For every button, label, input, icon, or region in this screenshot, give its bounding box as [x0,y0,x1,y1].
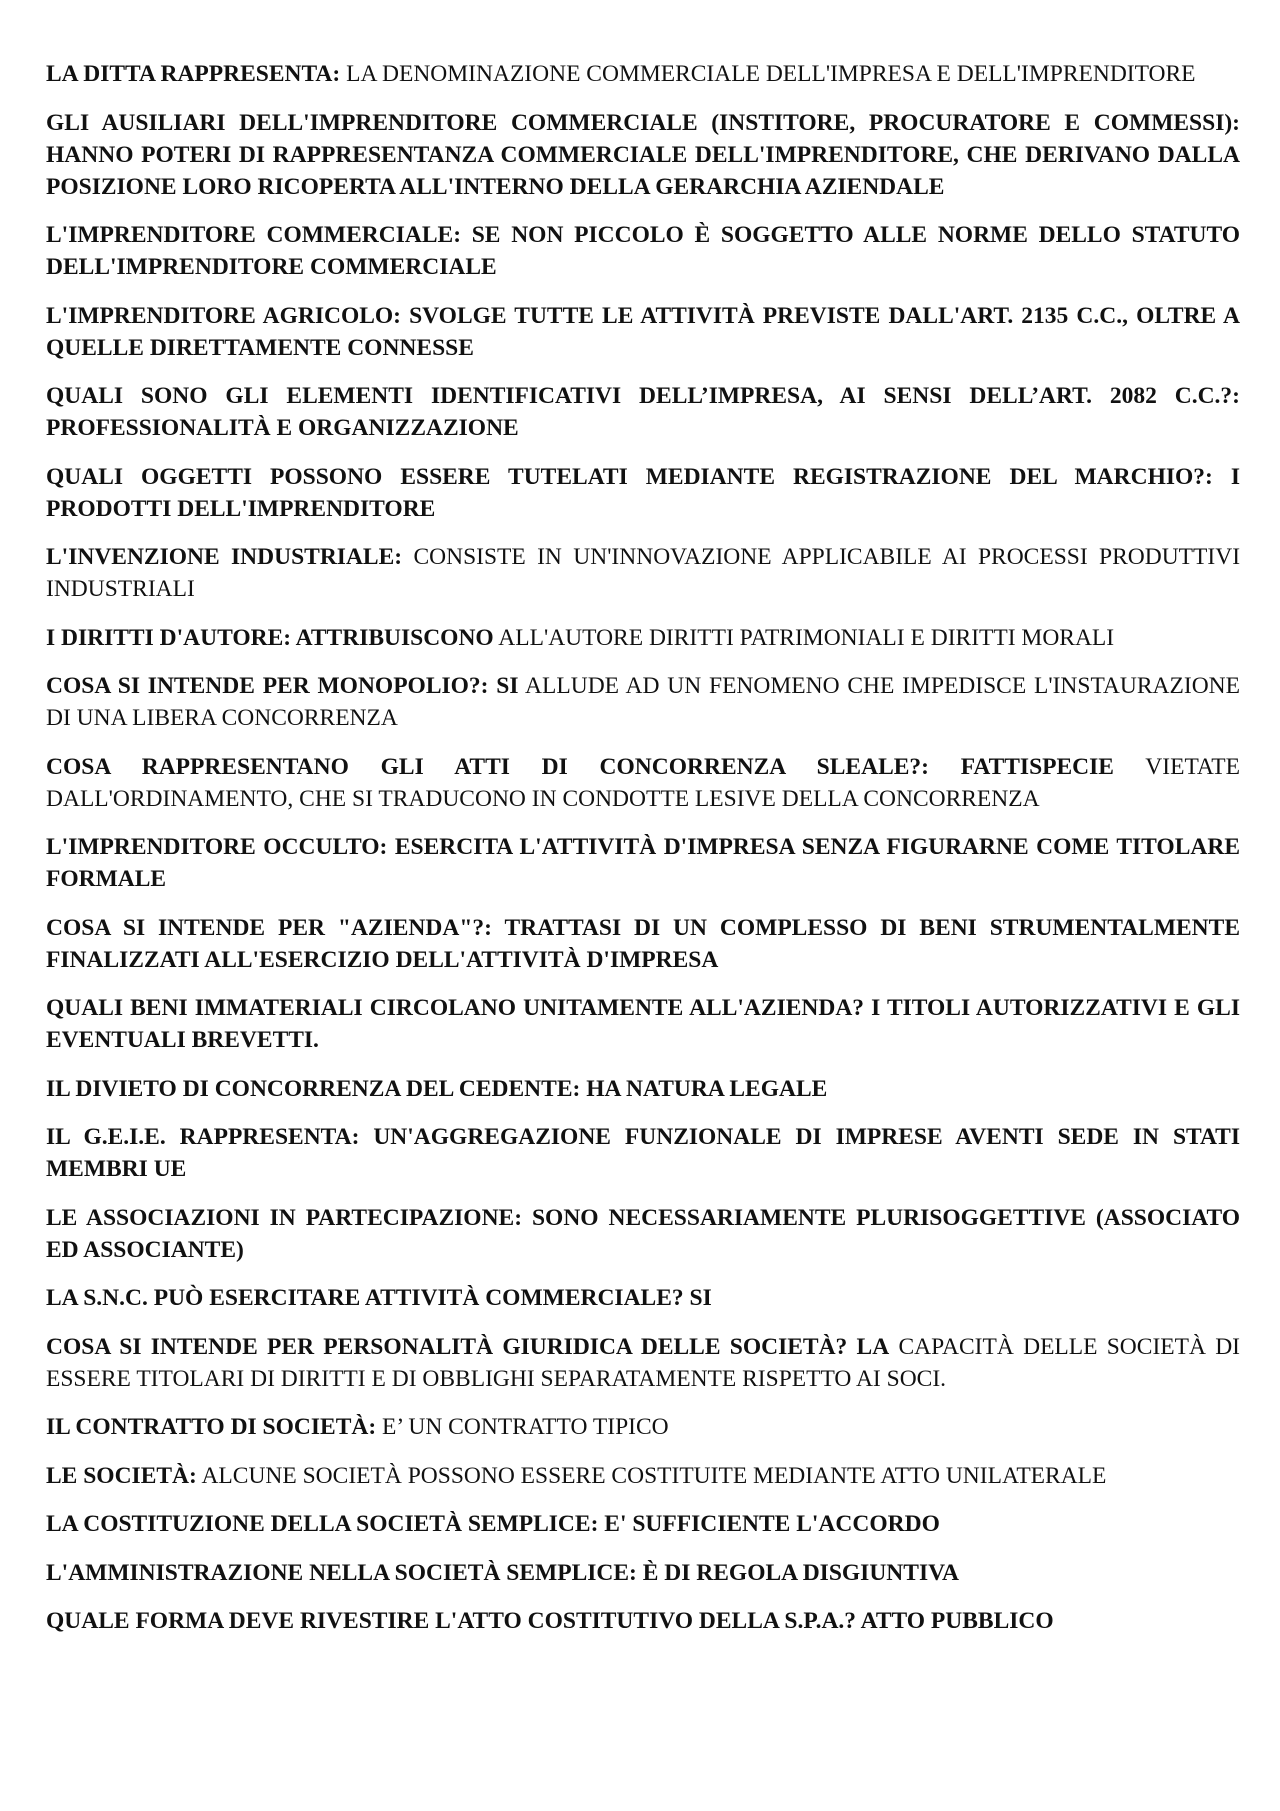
entry-answer: CAPACITÀ DELLE SOCIETÀ DI ESSERE TITOLARI DI DIRITTI E DI OBBLIGHI SEPARATAMENTE RISPETTO AI SOCI. [46,1333,1241,1392]
entry-15 [46,1121,1240,1185]
entry-11 [46,831,1240,895]
entry-18 [46,1331,1240,1395]
entry-3 [46,219,1240,283]
entry-12 [46,912,1240,976]
entry-16 [46,1202,1240,1266]
entry-question: QUALE FORMA DEVE RIVESTIRE L'ATTO COSTITUTIVO DELLA S.P.A.? ATTO PUBBLICO [46,1608,1054,1634]
entry-1 [46,58,1240,90]
entry-question: COSA SI INTENDE PER MONOPOLIO?: SI [46,673,519,699]
entry-question: L'IMPRENDITORE OCCULTO: ESERCITA L'ATTIVITÀ D'IMPRESA SENZA FIGURARNE COME TITOLARE FORMALE [46,834,1240,892]
entry-8 [46,622,1240,654]
entry-question: IL DIVIETO DI CONCORRENZA DEL CEDENTE: HA NATURA LEGALE [46,1075,828,1102]
entry-2 [46,107,1240,203]
entry-question: L'AMMINISTRAZIONE NELLA SOCIETÀ SEMPLICE: È DI REGOLA DISGIUNTIVA [46,1559,960,1586]
entry-17 [46,1282,1240,1314]
entry-question: IL G.E.I.E. RAPPRESENTA: UN'AGGREGAZIONE FUNZIONALE DI IMPRESE AVENTI SEDE IN STATI MEMBRI UE [46,1124,1240,1182]
entry-5 [46,380,1240,444]
entry-answer: CONSISTE IN UN'INNOVAZIONE APPLICABILE AI PROCESSI PRODUTTIVI INDUSTRIALI [46,544,1241,602]
entry-question: LA DITTA RAPPRESENTA: [46,61,341,87]
entry-question: LE ASSOCIAZIONI IN PARTECIPAZIONE: SONO NECESSARIAMENTE PLURISOGGETTIVE (ASSOCIATO ED ASSOCIANTE) [46,1204,1240,1263]
entry-question: I DIRITTI D'AUTORE: ATTRIBUISCONO [46,624,494,651]
entry-question: LE SOCIETÀ: [46,1462,197,1489]
entry-question: LA COSTITUZIONE DELLA SOCIETÀ SEMPLICE: E' SUFFICIENTE L'ACCORDO [46,1511,940,1537]
entry-question: L'INVENZIONE INDUSTRIALE: [46,544,403,570]
entry-question: LA S.N.C. PUÒ ESERCITARE ATTIVITÀ COMMERCIALE? SI [46,1285,712,1311]
entry-14 [46,1073,1240,1105]
entry-7 [46,541,1240,605]
entry-question: COSA SI INTENDE PER "AZIENDA"?: TRATTASI DI UN COMPLESSO DI BENI STRUMENTALMENTE FINALIZZATI ALL'ESERCIZIO DELL'ATTIVITÀ D'IMPRESA [46,914,1240,973]
entry-question: COSA RAPPRESENTANO GLI ATTI DI CONCORRENZA SLEALE?: FATTISPECIE [46,753,1114,780]
entry-20 [46,1460,1240,1492]
entry-9 [46,670,1240,734]
entry-question: GLI AUSILIARI DELL'IMPRENDITORE COMMERCIALE (INSTITORE, PROCURATORE E COMMESSI): HANNO POTERI DI RAPPRESENTANZA COMMERCIALE DELL'IMPRENDITORE, CHE DERIVANO DALLA POSIZIONE LORO RICOPERTA ALL'INTERNO DELLA GERARCHIA AZIENDALE [46,109,1240,200]
entry-13 [46,992,1240,1056]
entry-4 [46,300,1240,364]
entry-question: QUALI BENI IMMATERIALI CIRCOLANO UNITAMENTE ALL'AZIENDA? I TITOLI AUTORIZZATIVI E GLI EVENTUALI BREVETTI. [46,995,1240,1053]
entry-question: QUALI SONO GLI ELEMENTI IDENTIFICATIVI DELL’IMPRESA, AI SENSI DELL’ART. 2082 C.C.?: PROFESSIONALITÀ E ORGANIZZAZIONE [46,383,1240,441]
entry-19 [46,1411,1240,1443]
entry-question: COSA SI INTENDE PER PERSONALITÀ GIURIDICA DELLE SOCIETÀ? LA [46,1333,890,1360]
entry-answer: E’ UN CONTRATTO TIPICO [382,1414,669,1440]
document-page [46,58,1240,1654]
entry-question: L'IMPRENDITORE COMMERCIALE: SE NON PICCOLO È SOGGETTO ALLE NORME DELLO STATUTO DELL'IMPRENDITORE COMMERCIALE [46,222,1240,280]
entry-10 [46,751,1240,815]
entry-answer: ALL'AUTORE DIRITTI PATRIMONIALI E DIRITTI MORALI [498,624,1115,651]
entry-answer: ALCUNE SOCIETÀ POSSONO ESSERE COSTITUITE MEDIANTE ATTO UNILATERALE [201,1462,1107,1489]
entry-question: QUALI OGGETTI POSSONO ESSERE TUTELATI MEDIANTE REGISTRAZIONE DEL MARCHIO?: I PRODOTTI DELL'IMPRENDITORE [46,463,1240,522]
entry-question: IL CONTRATTO DI SOCIETÀ: [46,1414,377,1440]
entry-answer: LA DENOMINAZIONE COMMERCIALE DELL'IMPRESA E DELL'IMPRENDITORE [346,61,1196,87]
entry-21 [46,1508,1240,1540]
entry-23 [46,1605,1240,1637]
entry-question: L'IMPRENDITORE AGRICOLO: SVOLGE TUTTE LE ATTIVITÀ PREVISTE DALL'ART. 2135 C.C., OLTRE A QUELLE DIRETTAMENTE CONNESSE [46,302,1240,361]
entry-22 [46,1557,1240,1589]
entry-answer: ALLUDE AD UN FENOMENO CHE IMPEDISCE L'INSTAURAZIONE DI UNA LIBERA CONCORRENZA [46,673,1240,731]
entry-answer: VIETATE DALL'ORDINAMENTO, CHE SI TRADUCONO IN CONDOTTE LESIVE DELLA CONCORRENZA [46,753,1240,812]
entry-6 [46,461,1240,525]
